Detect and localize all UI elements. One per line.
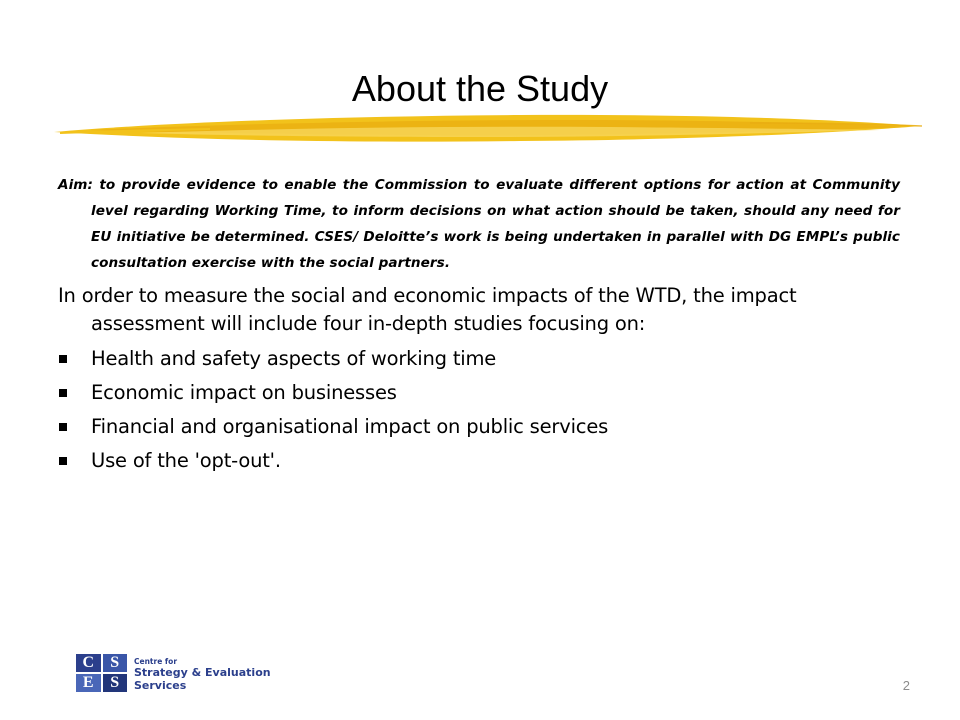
slide-title: About the Study: [351, 68, 609, 109]
logo-letter: E: [76, 674, 101, 692]
intro-paragraph: In order to measure the social and economic impacts of the WTD, the impact assessment will include four in-depth studies focusing on:: [58, 284, 797, 335]
list-item: [58, 410, 900, 444]
square-bullet-icon: [59, 355, 67, 363]
logo-line-3: Services: [134, 679, 187, 692]
study-list: [58, 342, 900, 478]
list-item: [58, 342, 900, 376]
list-item-text: Financial and organisational impact on public services: [91, 415, 609, 438]
list-item: [58, 376, 900, 410]
brush-stroke-divider: [50, 110, 924, 150]
logo-line-2: Strategy & Evaluation: [134, 666, 271, 679]
square-bullet-icon: [59, 423, 67, 431]
logo-letter: S: [103, 654, 128, 672]
logo-mark: [76, 654, 127, 692]
logo-line-1: Centre for: [134, 657, 178, 666]
page-number: 2: [902, 678, 910, 693]
logo-letter: S: [103, 674, 128, 692]
logo-text: [134, 657, 294, 692]
list-item-text: Economic impact on businesses: [91, 381, 397, 404]
list-item-text: Health and safety aspects of working time: [91, 347, 497, 370]
aim-paragraph: Aim: to provide evidence to enable the Commission to evaluate different options for action at Community level regarding Working Time, to inform decisions on what action should be taken, should any need for EU initiative be determined. CSES/ Deloitte’s work is being undertaken in parallel with DG EMPL’s public consultation exercise with the social partners.: [58, 177, 900, 271]
square-bullet-icon: [59, 457, 67, 465]
list-item-text: Use of the 'opt-out'.: [91, 449, 281, 472]
square-bullet-icon: [59, 389, 67, 397]
logo-letter: C: [76, 654, 101, 672]
slide-content: [58, 172, 900, 478]
list-item: [58, 444, 900, 478]
